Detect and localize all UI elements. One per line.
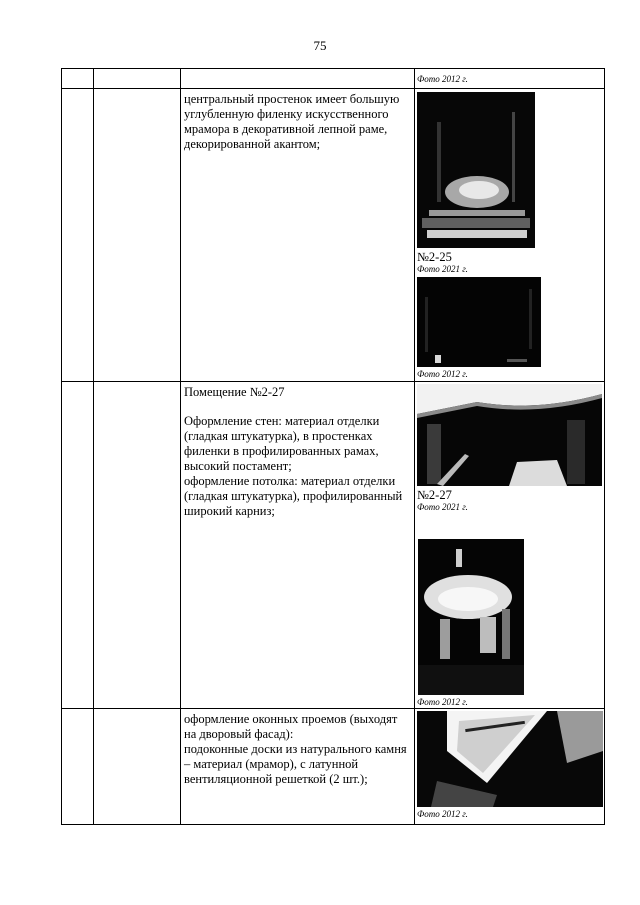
room-heading: Помещение №2-27 xyxy=(184,385,285,399)
description-paragraph: подоконные доски из натурального камня – материал (мрамор), с латунной вентиляционной решеткой (2 шт.); xyxy=(184,742,407,786)
table-cell-photos xyxy=(415,89,605,382)
table-cell-photos xyxy=(415,382,605,709)
photo-caption: Фото 2021 г. xyxy=(417,264,468,274)
photo-image xyxy=(417,92,535,248)
photo-caption: Фото 2012 г. xyxy=(417,697,468,707)
photo-image xyxy=(417,384,602,486)
table-cell-photos xyxy=(415,69,605,89)
table-cell-description xyxy=(181,382,415,709)
description-text xyxy=(181,709,414,787)
table-cell-name xyxy=(94,382,181,709)
table-row xyxy=(62,69,605,89)
description-text xyxy=(181,89,414,152)
table-row xyxy=(62,382,605,709)
photo-caption: Фото 2012 г. xyxy=(417,74,468,84)
photo-window-opening xyxy=(417,711,603,807)
table-cell-description xyxy=(181,89,415,382)
table-cell-index xyxy=(62,89,94,382)
table-cell-description xyxy=(181,69,415,89)
photo-image xyxy=(417,277,541,367)
description-paragraph: оформление потолка: материал отделки (гладкая штукатурка), профилированный широкий карниз; xyxy=(184,474,403,518)
photo-image xyxy=(418,539,524,695)
photo-room-2-27-old xyxy=(418,539,524,695)
photo-caption: Фото 2012 г. xyxy=(417,809,468,819)
photo-label: №2-27 xyxy=(417,488,452,502)
table-cell-index xyxy=(62,382,94,709)
photo-caption: Фото 2021 г. xyxy=(417,502,468,512)
photo-label: №2-25 xyxy=(417,250,452,264)
table-cell-name xyxy=(94,69,181,89)
table-cell-name xyxy=(94,709,181,825)
description-text xyxy=(181,382,414,519)
photo-room-2-27 xyxy=(417,384,602,486)
description-paragraph: центральный простенок имеет большую углубленную филенку искусственного мрамора в декоративной лепной раме, декорированной акантом; xyxy=(184,92,400,151)
description-paragraph: Оформление стен: материал отделки (гладкая штукатурка), в простенках филенки в профилированных рамах, высокий постамент; xyxy=(184,414,380,473)
photo-marble-panel-old xyxy=(417,277,541,367)
table-row xyxy=(62,709,605,825)
table-cell-name xyxy=(94,89,181,382)
table-cell-index xyxy=(62,709,94,825)
photo-marble-panel xyxy=(417,92,535,248)
description-paragraph: оформление оконных проемов (выходят на дворовый фасад): xyxy=(184,712,398,741)
heritage-table xyxy=(61,68,605,825)
table-row xyxy=(62,89,605,382)
page-number: 75 xyxy=(313,38,327,53)
table-cell-description xyxy=(181,709,415,825)
table-cell-photos xyxy=(415,709,605,825)
photo-image xyxy=(417,711,603,807)
photo-caption: Фото 2012 г. xyxy=(417,369,468,379)
table-cell-index xyxy=(62,69,94,89)
